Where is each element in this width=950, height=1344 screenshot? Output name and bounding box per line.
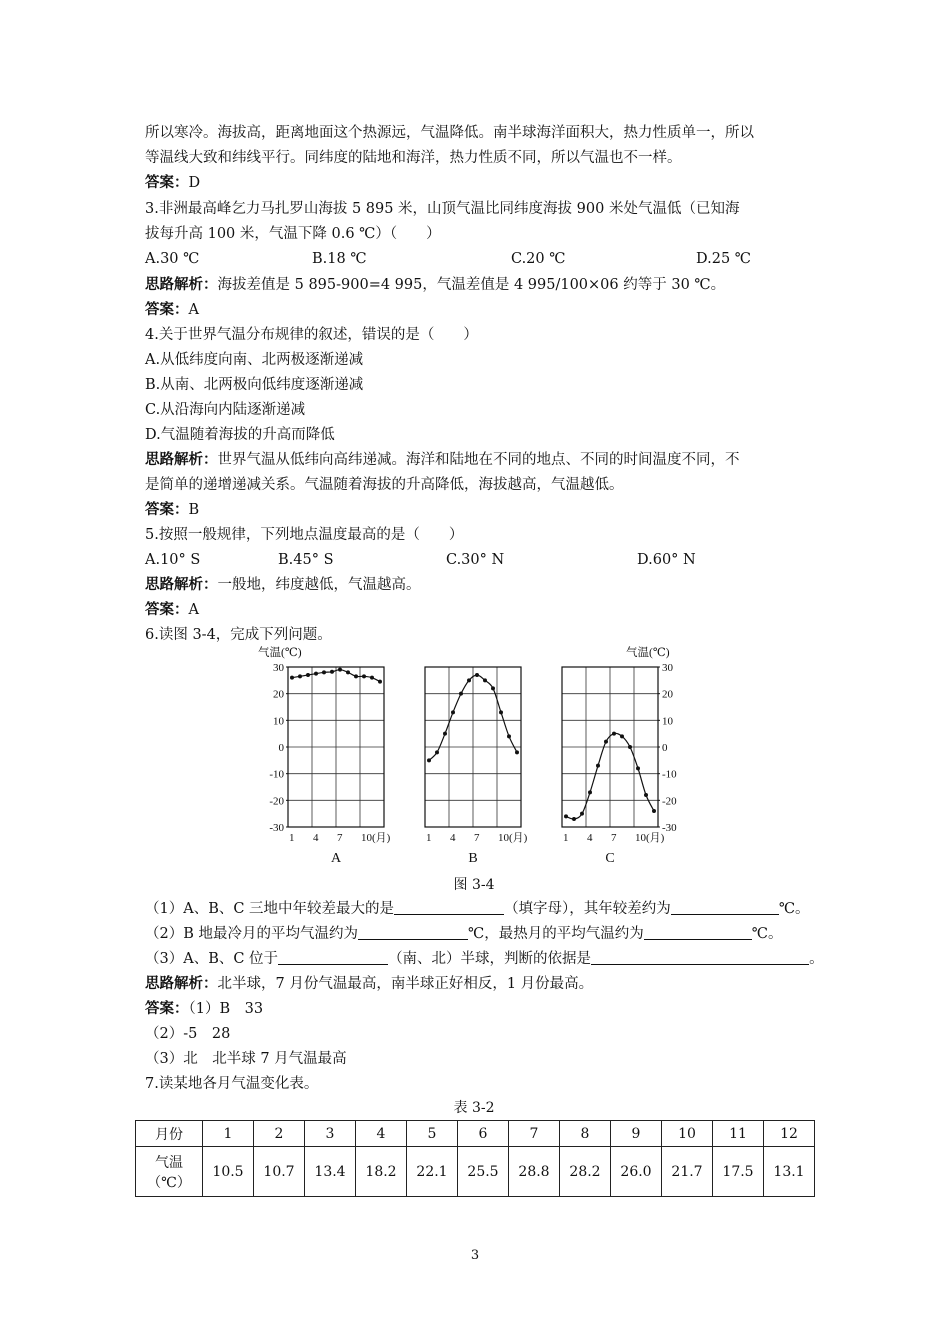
explanation-text: 世界气温从低纬向高纬递减。海洋和陆地在不同的地点、不同的时间温度不同，不 bbox=[217, 452, 740, 468]
option-d: D.气温随着海拔的升高而降低 bbox=[145, 427, 335, 443]
table-cell: 3 bbox=[305, 1121, 356, 1147]
data-point bbox=[338, 668, 342, 672]
table-cell: 7 bbox=[509, 1121, 560, 1147]
data-point bbox=[306, 673, 310, 677]
table-cell: 11 bbox=[713, 1121, 764, 1147]
explanation-text: 北半球，7 月份气温最高，南半球正好相反，1 月份最高。 bbox=[217, 976, 594, 992]
y-tick-label: 10 bbox=[662, 715, 673, 728]
data-point bbox=[322, 670, 326, 674]
answer-value: （1）B 33 bbox=[188, 1001, 264, 1017]
answer-blank bbox=[394, 898, 504, 915]
answer-label: 答案： bbox=[145, 601, 189, 618]
option-c: C.从沿海向内陆逐渐递减 bbox=[145, 402, 306, 418]
y-tick-label: -30 bbox=[662, 822, 677, 834]
question-4: 4.关于世界气温分布规律的叙述，错误的是（ ） bbox=[145, 327, 478, 343]
data-point bbox=[451, 710, 455, 714]
data-point bbox=[483, 678, 487, 682]
explanation-text: 一般地，纬度越低，气温越高。 bbox=[217, 577, 421, 593]
table-cell: 13.1 bbox=[764, 1147, 815, 1197]
answer-line bbox=[145, 997, 263, 1021]
data-point bbox=[604, 740, 608, 744]
answer-line bbox=[145, 298, 199, 322]
y-tick-label: 30 bbox=[273, 662, 284, 674]
answer-label: 答案： bbox=[145, 174, 189, 191]
data-point bbox=[290, 676, 294, 680]
answer-line-3: （3）北 北半球 7 月气温最高 bbox=[145, 1051, 347, 1067]
x-tick-label: 4 bbox=[313, 832, 319, 844]
answer-value: A bbox=[188, 602, 199, 618]
answer-blank bbox=[671, 898, 779, 915]
y-axis-label: 气温(℃) bbox=[258, 647, 302, 659]
explanation-line bbox=[145, 273, 725, 297]
table-cell: 4 bbox=[356, 1121, 407, 1147]
text: ℃，最热月的平均气温约为 bbox=[468, 926, 644, 942]
x-tick-label: 1 bbox=[426, 832, 432, 844]
panel-label: C bbox=[605, 851, 615, 866]
data-point bbox=[596, 764, 600, 768]
data-point bbox=[620, 734, 624, 738]
y-tick-label: -20 bbox=[269, 795, 284, 808]
data-point bbox=[467, 678, 471, 682]
table-cell: 21.7 bbox=[662, 1147, 713, 1197]
explanation-label: 思路解析： bbox=[145, 451, 218, 468]
explanation-line bbox=[145, 448, 740, 472]
answer-value: B bbox=[188, 502, 200, 518]
y-tick-label: -10 bbox=[662, 768, 677, 781]
data-point bbox=[572, 817, 576, 821]
x-tick-label: 10(月) bbox=[361, 832, 391, 844]
answer-blank bbox=[278, 948, 388, 965]
x-tick-label: 4 bbox=[450, 832, 456, 844]
answer-line bbox=[145, 171, 200, 195]
data-point bbox=[427, 758, 431, 762]
x-tick-label: 7 bbox=[611, 832, 617, 844]
answer-label: 答案： bbox=[145, 501, 189, 518]
y-tick-label: 20 bbox=[273, 688, 284, 701]
question-5: 5.按照一般规律，下列地点温度最高的是（ ） bbox=[145, 527, 464, 543]
text: 。 bbox=[809, 951, 824, 967]
panel-label: A bbox=[330, 851, 342, 866]
data-point bbox=[354, 674, 358, 678]
data-point bbox=[644, 793, 648, 797]
table-cell: 8 bbox=[560, 1121, 611, 1147]
option-b: B.18 ℃ bbox=[312, 251, 367, 267]
option-a: A.从低纬度向南、北两极逐渐递减 bbox=[145, 352, 364, 368]
explanation-label: 思路解析： bbox=[145, 975, 218, 992]
text: （南、北）半球，判断的依据是 bbox=[388, 951, 592, 967]
option-c: C.20 ℃ bbox=[511, 251, 566, 267]
question-3-line-2: 拔每升高 100 米，气温下降 0.6 ℃）（ ） bbox=[145, 226, 441, 242]
header-line: 气温 bbox=[155, 1154, 183, 1171]
table-caption: 表 3-2 bbox=[453, 1100, 495, 1116]
question-6-3 bbox=[145, 947, 824, 971]
data-point bbox=[378, 680, 382, 684]
figure-caption: 图 3-4 bbox=[453, 877, 495, 893]
question-7: 7.读某地各月气温变化表。 bbox=[145, 1076, 319, 1092]
data-point bbox=[435, 750, 439, 754]
option-b: B.45° S bbox=[278, 552, 334, 568]
option-a: A.10° S bbox=[145, 552, 201, 568]
data-point bbox=[298, 674, 302, 678]
question-3-line-1: 3.非洲最高峰乞力马扎罗山海拔 5 895 米，山顶气温比同纬度海拔 900 米处气温低（已知海 bbox=[145, 201, 740, 217]
y-tick-label: 30 bbox=[662, 662, 673, 674]
data-point bbox=[580, 812, 584, 816]
table-cell: 12 bbox=[764, 1121, 815, 1147]
answer-value: A bbox=[188, 302, 199, 318]
answer-value: D bbox=[188, 175, 201, 191]
data-point bbox=[628, 745, 632, 749]
y-tick-label: -10 bbox=[269, 768, 284, 781]
y-tick-label: 10 bbox=[273, 715, 284, 728]
y-tick-label: 0 bbox=[662, 742, 668, 754]
data-point bbox=[459, 692, 463, 696]
y-tick-label: 0 bbox=[278, 742, 284, 754]
data-point bbox=[507, 734, 511, 738]
table-cell: 1 bbox=[203, 1121, 254, 1147]
answer-line-2: （2）-5 28 bbox=[145, 1026, 231, 1042]
explanation-line-2: 是简单的递增递减关系。气温随着海拔的升高降低，海拔越高，气温越低。 bbox=[145, 477, 624, 493]
table-cell: 26.0 bbox=[611, 1147, 662, 1197]
y-axis-label: 气温(℃) bbox=[626, 647, 670, 659]
answer-blank bbox=[358, 923, 468, 940]
table-row bbox=[136, 1147, 815, 1197]
text: （2）B 地最冷月的平均气温约为 bbox=[145, 926, 358, 942]
data-point bbox=[314, 672, 318, 676]
data-point bbox=[362, 674, 366, 678]
text: ℃。 bbox=[751, 926, 783, 942]
answer-line bbox=[145, 598, 199, 622]
answer-label: 答案： bbox=[145, 1000, 189, 1017]
data-point bbox=[636, 766, 640, 770]
data-point bbox=[491, 686, 495, 690]
x-tick-label: 10(月) bbox=[498, 832, 528, 844]
data-point bbox=[499, 710, 503, 714]
table-cell: 10.7 bbox=[254, 1147, 305, 1197]
table-cell: 5 bbox=[407, 1121, 458, 1147]
text: ℃。 bbox=[778, 901, 810, 917]
data-point bbox=[443, 732, 447, 736]
question-6-1 bbox=[145, 897, 810, 921]
option-b: B.从南、北两极向低纬度逐渐递减 bbox=[145, 377, 364, 393]
explanation-text: 海拔差值是 5 895-900=4 995，气温差值是 4 995/100×06 约等于 30 ℃。 bbox=[217, 277, 726, 293]
table-cell: 6 bbox=[458, 1121, 509, 1147]
option-d: D.25 ℃ bbox=[696, 251, 751, 267]
option-c: C.30° N bbox=[446, 552, 505, 568]
x-tick-label: 4 bbox=[587, 832, 593, 844]
data-point bbox=[330, 670, 334, 674]
table-row bbox=[136, 1121, 815, 1147]
text: （填字母），其年较差约为 bbox=[504, 901, 671, 917]
y-tick-label: -30 bbox=[269, 822, 284, 834]
table-cell: 18.2 bbox=[356, 1147, 407, 1197]
header-line: （℃） bbox=[147, 1174, 191, 1191]
climate-chart-figure bbox=[240, 642, 700, 867]
text-line: 所以寒冷。海拔高，距离地面这个热源远，气温降低。南半球海洋面积大，热力性质单一，所以 bbox=[145, 125, 754, 141]
temperature-table bbox=[135, 1120, 815, 1197]
question-6: 6.读图 3-4，完成下列问题。 bbox=[145, 627, 332, 643]
data-point bbox=[370, 676, 374, 680]
x-tick-label: 1 bbox=[563, 832, 569, 844]
x-tick-label: 7 bbox=[474, 832, 480, 844]
data-point bbox=[652, 809, 656, 813]
table-cell: 10.5 bbox=[203, 1147, 254, 1197]
x-tick-label: 7 bbox=[337, 832, 343, 844]
table-cell: 10 bbox=[662, 1121, 713, 1147]
answer-label: 答案： bbox=[145, 301, 189, 318]
x-tick-label: 10(月) bbox=[635, 832, 665, 844]
data-point bbox=[588, 790, 592, 794]
table-header-cell bbox=[136, 1147, 203, 1197]
data-point bbox=[564, 814, 568, 818]
text: （3）A、B、C 位于 bbox=[145, 951, 279, 967]
explanation-label: 思路解析： bbox=[145, 576, 218, 593]
table-header-cell: 月份 bbox=[136, 1121, 203, 1147]
panel-label: B bbox=[468, 851, 478, 866]
data-point bbox=[515, 750, 519, 754]
text-line: 等温线大致和纬线平行。同纬度的陆地和海洋，热力性质不同，所以气温也不一样。 bbox=[145, 150, 682, 166]
data-point bbox=[612, 732, 616, 736]
table-cell: 17.5 bbox=[713, 1147, 764, 1197]
x-tick-label: 1 bbox=[289, 832, 295, 844]
option-d: D.60° N bbox=[637, 552, 696, 568]
page-number: 3 bbox=[470, 1248, 480, 1263]
explanation-label: 思路解析： bbox=[145, 276, 218, 293]
answer-blank bbox=[644, 923, 752, 940]
table-cell: 25.5 bbox=[458, 1147, 509, 1197]
y-tick-label: -20 bbox=[662, 795, 677, 808]
text: （1）A、B、C 三地中年较差最大的是 bbox=[145, 901, 395, 917]
table-cell: 28.8 bbox=[509, 1147, 560, 1197]
explanation-line bbox=[145, 972, 593, 996]
table-cell: 9 bbox=[611, 1121, 662, 1147]
explanation-line bbox=[145, 573, 421, 597]
data-point bbox=[346, 670, 350, 674]
table-cell: 2 bbox=[254, 1121, 305, 1147]
answer-blank bbox=[591, 948, 809, 965]
table-cell: 13.4 bbox=[305, 1147, 356, 1197]
y-tick-label: 20 bbox=[662, 688, 673, 701]
question-6-2 bbox=[145, 922, 782, 946]
option-a: A.30 ℃ bbox=[145, 251, 200, 267]
answer-line bbox=[145, 498, 199, 522]
data-point bbox=[475, 673, 479, 677]
table-cell: 22.1 bbox=[407, 1147, 458, 1197]
table-cell: 28.2 bbox=[560, 1147, 611, 1197]
